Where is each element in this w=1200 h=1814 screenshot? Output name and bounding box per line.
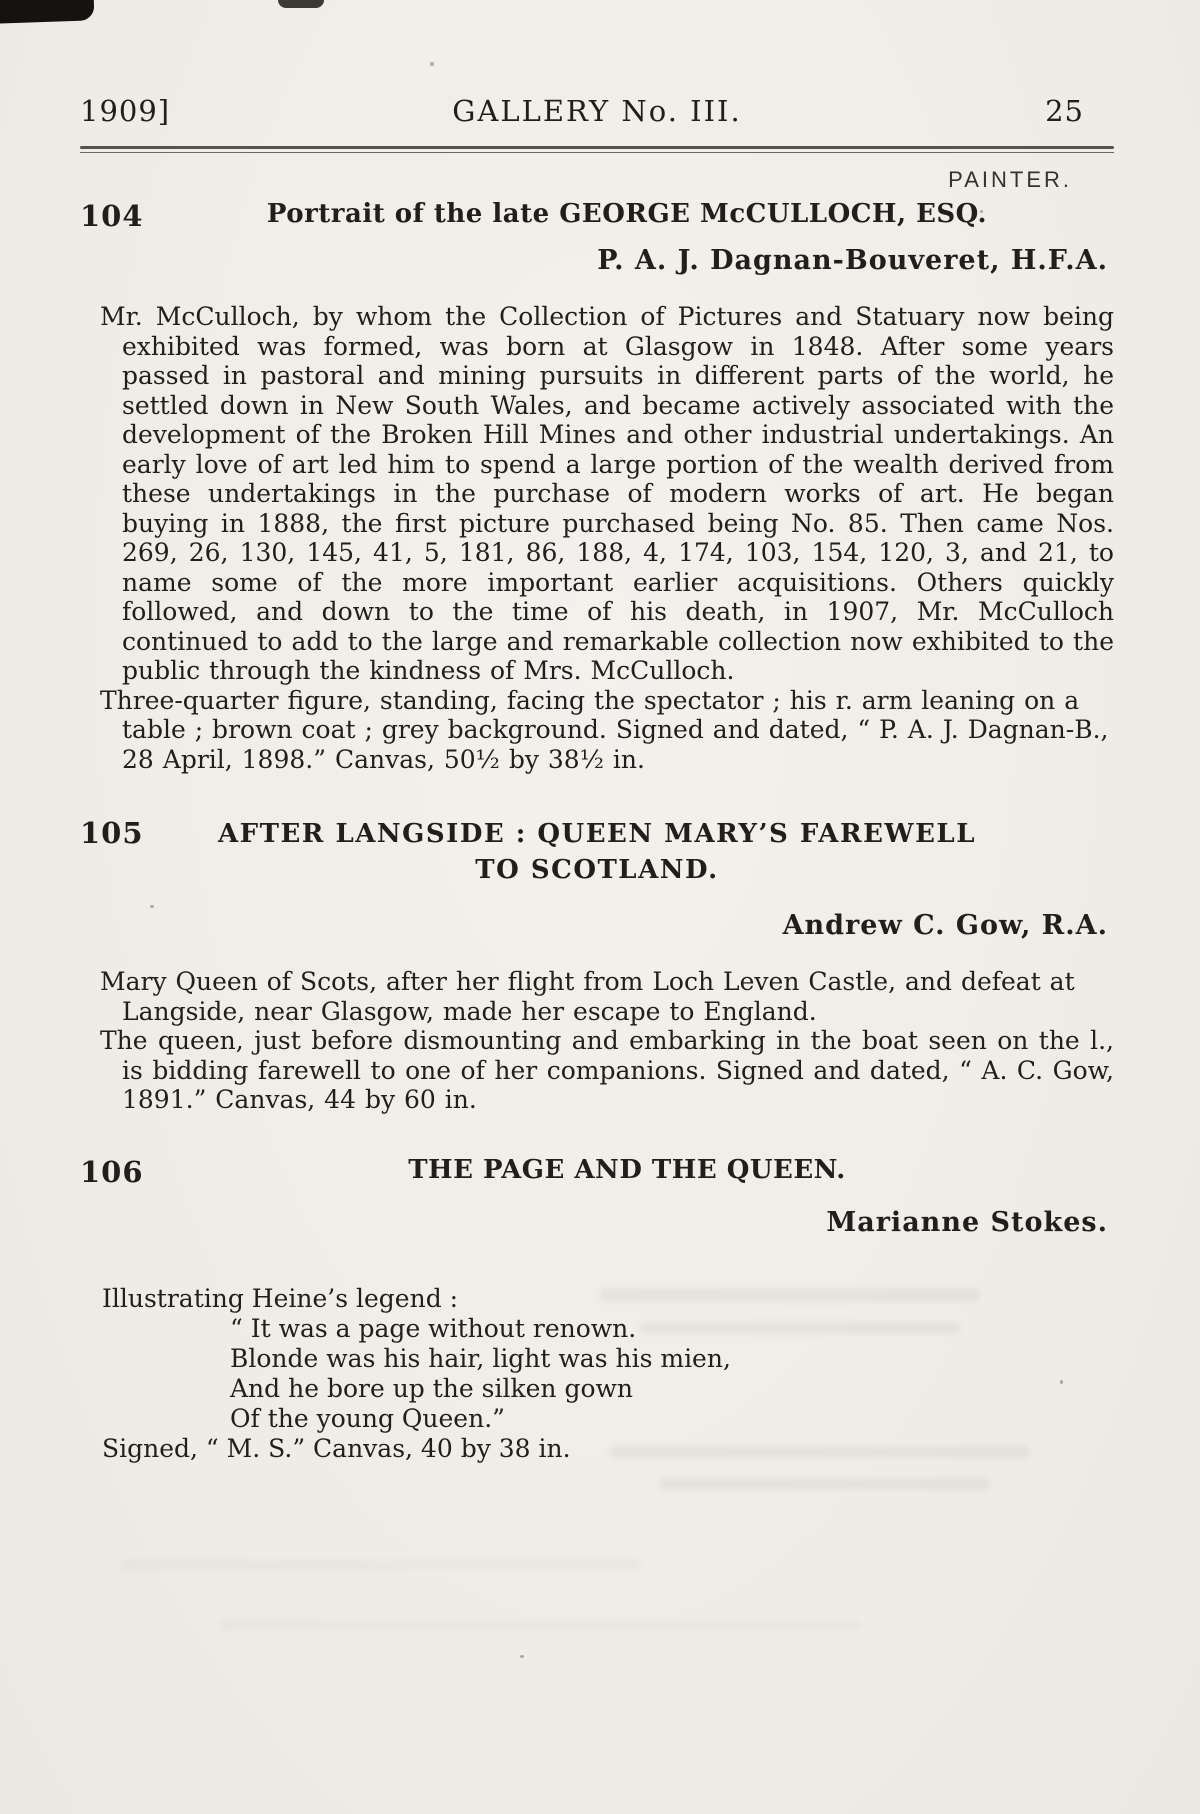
page-showthrough	[220, 1620, 860, 1630]
entry-heading	[80, 816, 1114, 888]
entry-artist: Andrew C. Gow, R.A.	[782, 910, 1108, 941]
legend-intro: Illustrating Heine’s legend :	[102, 1283, 459, 1313]
catalog-entry-106	[80, 1155, 1114, 1464]
page-title: GALLERY No. III.	[452, 94, 742, 128]
entry-heading	[80, 199, 1114, 233]
page-showthrough	[600, 1288, 980, 1302]
entry-description: Mary Queen of Scots, after her flight from Loch Leven Castle, and defeat at Langside, near Glasgow, made her escape to England.	[100, 967, 1075, 1026]
entry-legend	[80, 1284, 1114, 1464]
poem-line: Of the young Queen.”	[230, 1403, 505, 1433]
entry-heading	[80, 1154, 1114, 1189]
poem-line: “ It was a page without renown.	[230, 1313, 637, 1343]
painter-column-label: PAINTER.	[948, 167, 1072, 192]
entry-signature: Signed, “ M. S.” Canvas, 40 by 38 in.	[102, 1433, 571, 1463]
header-double-rule	[80, 146, 1114, 153]
page-number: 25	[1045, 94, 1084, 128]
entry-description: Mr. McCulloch, by whom the Collection of Pictures and Statuary now being exhibited was formed, was born at Glasgow in 1848. After some years passed in pastoral and mining pursuits in different parts of the world, he settled down in New South Wales, and became actively associated with the development of the Broken Hill Mines and other industrial undertakings. An early love of art led him to spend a large portion of the wealth derived from these undertakings in the purchase of modern works of art. He began buying in 1888, the first picture purchased being No. 85. Then came Nos. 269, 26, 130, 145, 41, 5, 181, 86, 188, 4, 174, 103, 154, 120, 3, and 21, to name some of the more important earlier acquisitions. Others quickly followed, and down to the time of his death, in 1907, Mr. McCulloch continued to add to the large and remarkable collection now exhibited to the public through the kindness of Mrs. McCulloch.	[100, 302, 1114, 685]
entry-number: 106	[80, 1154, 144, 1189]
entry-description: Three-quarter figure, standing, facing the spectator ; his r. arm leaning on a table ; brown coat ; grey background. Signed and dated, “ P. A. J. Dagnan-B., 28 April, 1898.” Canvas, 50½ by 38½ in.	[100, 685, 1109, 774]
entry-title: THE PAGE AND THE QUEEN.	[408, 1154, 846, 1185]
page-header	[80, 94, 1114, 128]
entry-title: AFTER LANGSIDE : QUEEN MARY’S FAREWELL TO SCOTLAND.	[218, 819, 976, 885]
paper-speck	[520, 1655, 524, 1658]
page-showthrough	[610, 1446, 1030, 1458]
catalog-entry-104	[80, 199, 1114, 774]
page-showthrough	[640, 1322, 960, 1334]
poem-line: Blonde was his hair, light was his mien,	[230, 1343, 731, 1373]
page-showthrough	[660, 1478, 990, 1490]
entry-description: The queen, just before dismounting and embarking in the boat seen on the l., is bidding farewell to one of her companions. Signed and dated, “ A. C. Gow, 1891.” Canvas, 44 by 60 in.	[100, 1026, 1114, 1114]
entry-number: 105	[80, 816, 144, 850]
entry-title: Portrait of the late GEORGE McCULLOCH, ESQ.	[266, 199, 988, 229]
entry-number: 104	[80, 199, 144, 233]
entry-artist: Marianne Stokes.	[826, 1206, 1108, 1238]
entry-artist: P. A. J. Dagnan-Bouveret, H.F.A.	[597, 245, 1108, 276]
page-showthrough	[120, 1560, 640, 1570]
catalog-entry-105	[80, 816, 1114, 1115]
header-year: 1909]	[80, 94, 171, 128]
poem-line: And he bore up the silken gown	[230, 1373, 634, 1403]
